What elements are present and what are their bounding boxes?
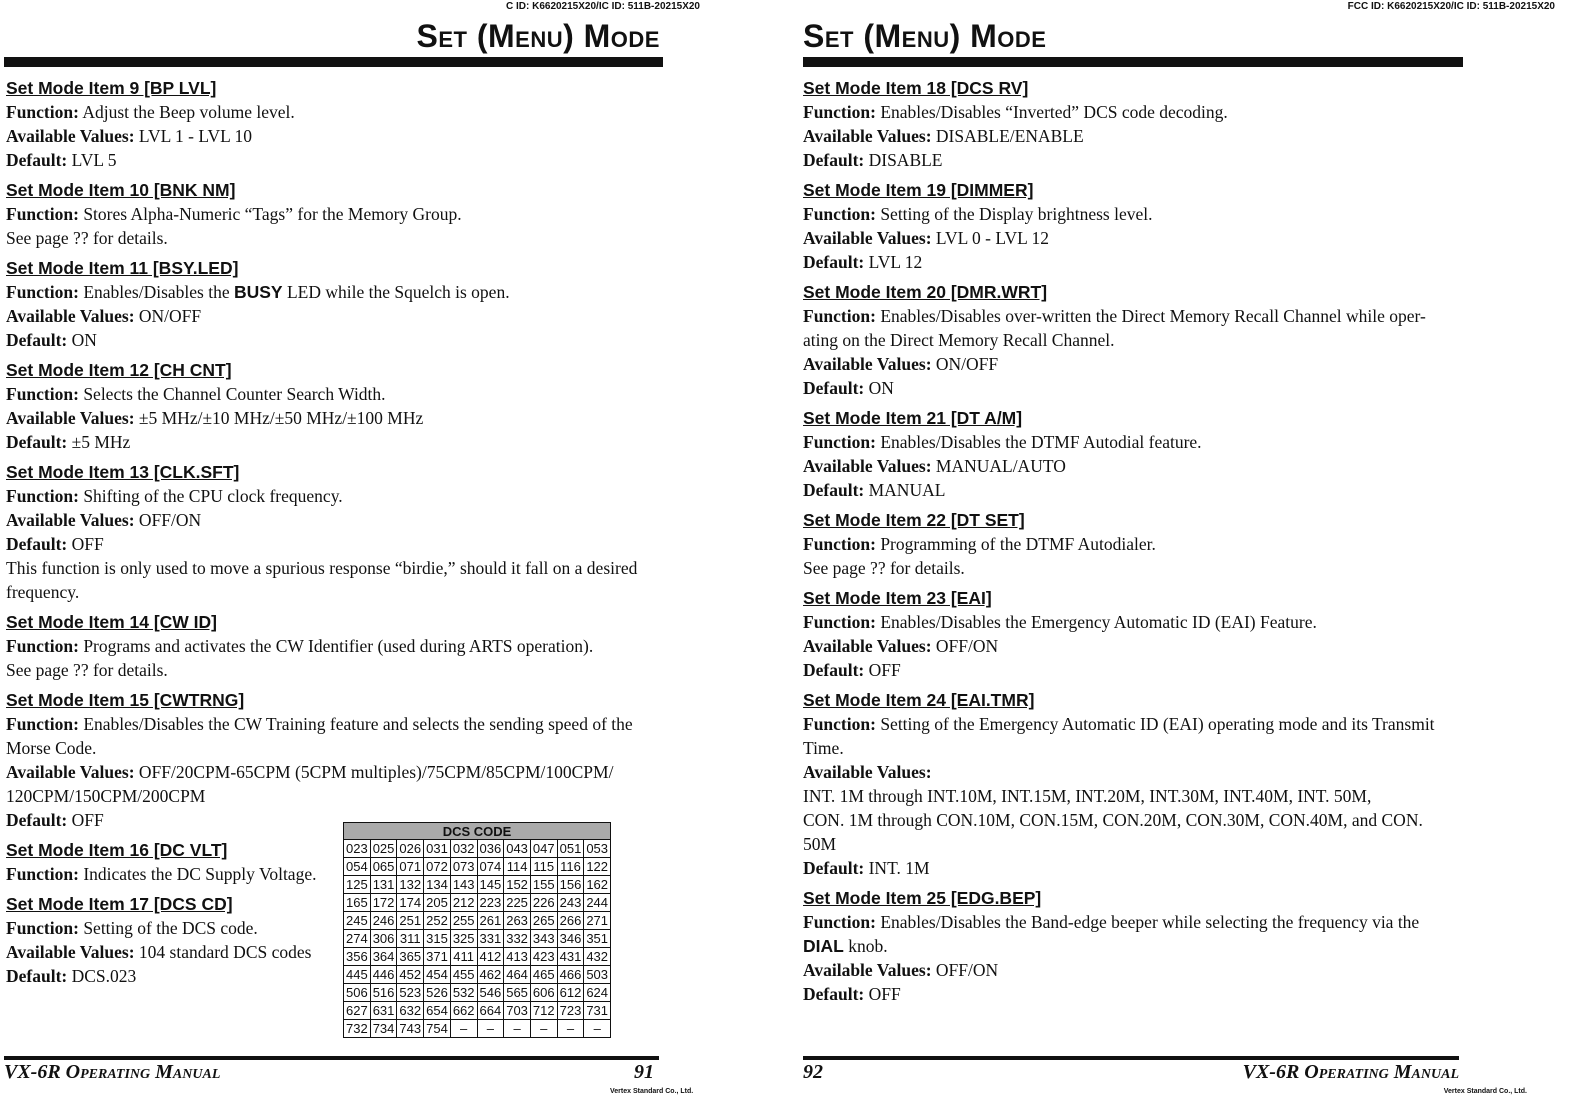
default-label: Default:	[803, 984, 865, 1004]
values-label: Available Values:	[6, 126, 135, 146]
dcs-cell: 612	[557, 984, 584, 1002]
note-text: See page ?? for details.	[803, 558, 965, 578]
item-title: Set Mode Item 9 [BP LVL]	[6, 78, 217, 98]
function-text: Enables/Disables the	[83, 282, 234, 302]
dcs-cell: 252	[424, 912, 451, 930]
dcs-cell: 071	[397, 858, 424, 876]
item-title: Set Mode Item 23 [EAI]	[803, 588, 992, 608]
dcs-cell: 311	[397, 930, 424, 948]
values-text: LVL 1 - LVL 10	[138, 126, 252, 146]
dcs-cell: 412	[477, 948, 504, 966]
function-label: Function:	[803, 102, 876, 122]
function-text: Enables/Disables over-written the Direct Memory Recall Channel while oper-	[880, 306, 1426, 326]
values-label: Available Values:	[6, 762, 135, 782]
dcs-cell: 114	[504, 858, 531, 876]
default-text: ±5 MHz	[71, 432, 131, 452]
set-item-22	[803, 508, 1463, 580]
values-label: Available Values:	[6, 510, 135, 530]
default-label: Default:	[6, 150, 68, 170]
dcs-table-header	[344, 823, 611, 840]
values-text: ON/OFF	[935, 354, 999, 374]
dcs-cell: 026	[397, 840, 424, 858]
dcs-cell: 072	[424, 858, 451, 876]
dcs-cell: 454	[424, 966, 451, 984]
set-item-18	[803, 76, 1463, 172]
function-text: Enables/Disables the CW Training feature and selects the sending speed of the	[83, 714, 633, 734]
dcs-cell: 155	[530, 876, 557, 894]
function-text: Selects the Channel Counter Search Width.	[83, 384, 386, 404]
item-title: Set Mode Item 24 [EAI.TMR]	[803, 690, 1035, 710]
header-rule	[803, 57, 1463, 67]
item-title: Set Mode Item 16 [DC VLT]	[6, 840, 228, 860]
default-text: OFF	[71, 534, 104, 554]
right-content	[803, 70, 1463, 1006]
dcs-cell: 065	[370, 858, 397, 876]
item-title: Set Mode Item 14 [CW ID]	[6, 612, 217, 632]
item-title: Set Mode Item 12 [CH CNT]	[6, 360, 232, 380]
dcs-cell: 246	[370, 912, 397, 930]
values-label: Available Values:	[803, 228, 932, 248]
dcs-cell: 423	[530, 948, 557, 966]
function-text: Programs and activates the CW Identifier (used during ARTS operation).	[83, 636, 594, 656]
dcs-cell: 074	[477, 858, 504, 876]
default-label: Default:	[6, 432, 68, 452]
set-item-25	[803, 886, 1463, 1006]
dcs-cell: 446	[370, 966, 397, 984]
dcs-cell: 251	[397, 912, 424, 930]
dcs-cell: 411	[450, 948, 477, 966]
vertex-credit: Vertex Standard Co., Ltd.	[610, 1088, 694, 1095]
values-label: Available Values:	[6, 942, 135, 962]
dcs-cell: 132	[397, 876, 424, 894]
values-text: OFF/ON	[935, 960, 999, 980]
dcs-row	[344, 966, 611, 984]
item-title: Set Mode Item 25 [EDG.BEP]	[803, 888, 1042, 908]
function-label: Function:	[803, 714, 876, 734]
dcs-cell: 131	[370, 876, 397, 894]
values-label: Available Values:	[6, 408, 135, 428]
default-text: MANUAL	[868, 480, 946, 500]
dcs-cell: 047	[530, 840, 557, 858]
dcs-cell: 265	[530, 912, 557, 930]
values-text: OFF/ON	[138, 510, 202, 530]
dcs-row	[344, 1002, 611, 1020]
function-text-cont: Morse Code.	[6, 738, 97, 758]
function-text: Programming of the DTMF Autodialer.	[880, 534, 1156, 554]
function-text-cont: ating on the Direct Memory Recall Channel.	[803, 330, 1115, 350]
dcs-row	[344, 840, 611, 858]
dcs-cell: 452	[397, 966, 424, 984]
default-text: OFF	[868, 660, 901, 680]
dcs-row	[344, 948, 611, 966]
function-label: Function:	[6, 918, 79, 938]
function-label: Function:	[803, 912, 876, 932]
page-number: 92	[803, 1061, 823, 1083]
page-number: 91	[634, 1061, 654, 1083]
header-rule	[4, 57, 663, 67]
dcs-cell: 225	[504, 894, 531, 912]
dcs-cell: 122	[584, 858, 611, 876]
default-label: Default:	[6, 330, 68, 350]
default-text: INT. 1M	[868, 858, 930, 878]
default-label: Default:	[803, 660, 865, 680]
dcs-cell: 271	[584, 912, 611, 930]
dcs-cell: 125	[344, 876, 371, 894]
dcs-cell: 226	[530, 894, 557, 912]
dcs-cell: 732	[344, 1020, 371, 1038]
dcs-cell: 036	[477, 840, 504, 858]
dcs-cell: 165	[344, 894, 371, 912]
default-label: Default:	[6, 966, 68, 986]
item-title: Set Mode Item 13 [CLK.SFT]	[6, 462, 240, 482]
function-text: Adjust the Beep volume level.	[82, 102, 295, 122]
dcs-cell: 332	[504, 930, 531, 948]
dcs-cell: 116	[557, 858, 584, 876]
values-text: DISABLE/ENABLE	[935, 126, 1084, 146]
dcs-cell: 351	[584, 930, 611, 948]
dcs-cell: 053	[584, 840, 611, 858]
dcs-cell: 315	[424, 930, 451, 948]
dcs-row	[344, 912, 611, 930]
default-text: OFF	[71, 810, 104, 830]
dcs-cell: 306	[370, 930, 397, 948]
set-item-20	[803, 280, 1463, 400]
function-text-end: knob.	[843, 936, 888, 956]
function-label: Function:	[6, 486, 79, 506]
values-text-cont: 50M	[803, 834, 837, 854]
item-title: Set Mode Item 11 [BSY.LED]	[6, 258, 239, 278]
left-page	[0, 0, 700, 1107]
dcs-cell: 465	[530, 966, 557, 984]
dcs-cell: 025	[370, 840, 397, 858]
dcs-cell: 606	[530, 984, 557, 1002]
dcs-cell: 532	[450, 984, 477, 1002]
dcs-row	[344, 984, 611, 1002]
values-text: INT. 1M through INT.10M, INT.15M, INT.20M, INT.30M, INT.40M, INT. 50M,	[803, 786, 1372, 806]
values-label: Available Values:	[803, 456, 932, 476]
values-label: Available Values:	[803, 636, 932, 656]
item-title: Set Mode Item 10 [BNK NM]	[6, 180, 236, 200]
dcs-cell: –	[477, 1020, 504, 1038]
set-item-9	[6, 76, 666, 172]
set-item-10	[6, 178, 666, 250]
page-header-title: Set (Menu) Mode	[416, 18, 660, 54]
dcs-cell: 145	[477, 876, 504, 894]
page-header-title: Set (Menu) Mode	[803, 18, 1047, 54]
item-title: Set Mode Item 20 [DMR.WRT]	[803, 282, 1048, 302]
default-text: DCS.023	[71, 966, 137, 986]
set-item-14	[6, 610, 666, 682]
dcs-cell: 073	[450, 858, 477, 876]
fcc-id: C ID: K6620215X20/IC ID: 511B-20215X20	[505, 1, 700, 12]
dcs-cell: 156	[557, 876, 584, 894]
set-item-21	[803, 406, 1463, 502]
dcs-cell: –	[584, 1020, 611, 1038]
dcs-cell: 054	[344, 858, 371, 876]
function-label: Function:	[803, 204, 876, 224]
dcs-cell: 431	[557, 948, 584, 966]
right-page	[795, 0, 1555, 1107]
values-label: Available Values:	[803, 126, 932, 146]
function-label: Function:	[803, 612, 876, 632]
dcs-cell: 731	[584, 1002, 611, 1020]
dcs-cell: 371	[424, 948, 451, 966]
dcs-cell: 662	[450, 1002, 477, 1020]
dcs-cell: 432	[584, 948, 611, 966]
dcs-row	[344, 930, 611, 948]
dcs-cell: 627	[344, 1002, 371, 1020]
dcs-cell: 365	[397, 948, 424, 966]
note-text: This function is only used to move a spurious response “birdie,” should it fall on a desired	[6, 558, 638, 578]
dcs-cell: 174	[397, 894, 424, 912]
set-item-13	[6, 460, 666, 604]
values-label: Available Values:	[803, 762, 932, 782]
values-text: 104 standard DCS codes	[138, 942, 312, 962]
item-title: Set Mode Item 15 [CWTRNG]	[6, 690, 245, 710]
dcs-cell: 466	[557, 966, 584, 984]
values-text-cont: 120CPM/150CPM/200CPM	[6, 786, 206, 806]
default-text: ON	[868, 378, 894, 398]
set-item-15	[6, 688, 666, 832]
default-label: Default:	[6, 810, 68, 830]
dcs-cell: 464	[504, 966, 531, 984]
dcs-cell: 734	[370, 1020, 397, 1038]
dcs-row	[344, 1020, 611, 1038]
dcs-cell: 331	[477, 930, 504, 948]
dcs-cell: 243	[557, 894, 584, 912]
dcs-cell: 455	[450, 966, 477, 984]
dcs-cell: 503	[584, 966, 611, 984]
function-text: Enables/Disables the DTMF Autodial feature.	[880, 432, 1202, 452]
dcs-cell: 172	[370, 894, 397, 912]
item-title: Set Mode Item 17 [DCS CD]	[6, 894, 233, 914]
default-label: Default:	[803, 480, 865, 500]
dcs-cell: 115	[530, 858, 557, 876]
dcs-cell: 445	[344, 966, 371, 984]
dcs-table-title: DCS CODE	[344, 823, 611, 840]
dcs-cell: 364	[370, 948, 397, 966]
default-text: LVL 5	[71, 150, 117, 170]
values-text: ON/OFF	[138, 306, 202, 326]
function-label: Function:	[6, 282, 79, 302]
default-label: Default:	[6, 534, 68, 554]
values-text: ±5 MHz/±10 MHz/±50 MHz/±100 MHz	[138, 408, 424, 428]
values-text: OFF/20CPM-65CPM (5CPM multiples)/75CPM/85CPM/100CPM/	[138, 762, 614, 782]
set-item-12	[6, 358, 666, 454]
dcs-cell: 266	[557, 912, 584, 930]
dcs-cell: 043	[504, 840, 531, 858]
dcs-cell: 526	[424, 984, 451, 1002]
function-text: Enables/Disables the Emergency Automatic ID (EAI) Feature.	[880, 612, 1317, 632]
function-label: Function:	[6, 636, 79, 656]
item-title: Set Mode Item 21 [DT A/M]	[803, 408, 1023, 428]
dcs-cell: 723	[557, 1002, 584, 1020]
vertex-credit: Vertex Standard Co., Ltd.	[1443, 1088, 1527, 1095]
note-text: See page ?? for details.	[6, 228, 168, 248]
dcs-cell: 051	[557, 840, 584, 858]
values-text: OFF/ON	[935, 636, 999, 656]
dcs-cell: 134	[424, 876, 451, 894]
default-label: Default:	[803, 150, 865, 170]
dcs-cell: 413	[504, 948, 531, 966]
note-text-cont: frequency.	[6, 582, 80, 602]
values-label: Available Values:	[803, 960, 932, 980]
function-label: Function:	[6, 714, 79, 734]
set-item-23	[803, 586, 1463, 682]
dcs-cell: 743	[397, 1020, 424, 1038]
dcs-cell: 212	[450, 894, 477, 912]
default-text: LVL 12	[868, 252, 923, 272]
busy-keyword: BUSY	[233, 282, 283, 302]
note-text: See page ?? for details.	[6, 660, 168, 680]
dcs-cell: 162	[584, 876, 611, 894]
dcs-cell: 546	[477, 984, 504, 1002]
item-title: Set Mode Item 22 [DT SET]	[803, 510, 1025, 530]
function-text: Setting of the DCS code.	[83, 918, 258, 938]
dcs-row	[344, 894, 611, 912]
item-title: Set Mode Item 19 [DIMMER]	[803, 180, 1034, 200]
function-text: Stores Alpha-Numeric “Tags” for the Memory Group.	[83, 204, 462, 224]
set-item-19	[803, 178, 1463, 274]
function-text-cont: Time.	[803, 738, 844, 758]
dcs-cell: 703	[504, 1002, 531, 1020]
dcs-cell: 654	[424, 1002, 451, 1020]
function-text: Shifting of the CPU clock frequency.	[83, 486, 343, 506]
dcs-cell: 516	[370, 984, 397, 1002]
footer-manual-title: VX-6R Operating Manual	[4, 1061, 221, 1083]
function-text: Setting of the Display brightness level.	[880, 204, 1153, 224]
dcs-cell: 223	[477, 894, 504, 912]
dcs-cell: 565	[504, 984, 531, 1002]
dcs-cell: 343	[530, 930, 557, 948]
default-label: Default:	[803, 252, 865, 272]
values-label: Available Values:	[6, 306, 135, 326]
default-text: DISABLE	[868, 150, 943, 170]
dcs-cell: 143	[450, 876, 477, 894]
dcs-cell: 031	[424, 840, 451, 858]
function-text: Enables/Disables “Inverted” DCS code decoding.	[880, 102, 1228, 122]
dcs-cell: 325	[450, 930, 477, 948]
dcs-cell: 152	[504, 876, 531, 894]
dcs-cell: 712	[530, 1002, 557, 1020]
function-label: Function:	[6, 204, 79, 224]
footer-rule	[803, 1056, 1459, 1060]
dcs-cell: 754	[424, 1020, 451, 1038]
dcs-cell: 462	[477, 966, 504, 984]
dcs-cell: –	[450, 1020, 477, 1038]
fcc-id: FCC ID: K6620215X20/IC ID: 511B-20215X20	[1347, 1, 1555, 12]
default-label: Default:	[803, 378, 865, 398]
dcs-row	[344, 876, 611, 894]
dcs-cell: 506	[344, 984, 371, 1002]
function-text: Enables/Disables the Band-edge beeper while selecting the frequency via the	[880, 912, 1420, 932]
set-item-24	[803, 688, 1463, 880]
values-text: LVL 0 - LVL 12	[935, 228, 1049, 248]
function-label: Function:	[6, 102, 79, 122]
function-text-end: LED while the Squelch is open.	[282, 282, 510, 302]
values-text: MANUAL/AUTO	[935, 456, 1066, 476]
function-label: Function:	[803, 432, 876, 452]
dcs-cell: 244	[584, 894, 611, 912]
dcs-cell: 664	[477, 1002, 504, 1020]
default-text: ON	[71, 330, 97, 350]
function-label: Function:	[6, 864, 79, 884]
dcs-cell: 346	[557, 930, 584, 948]
dcs-cell: –	[504, 1020, 531, 1038]
dcs-cell: –	[557, 1020, 584, 1038]
values-text-cont: CON. 1M through CON.10M, CON.15M, CON.20M, CON.30M, CON.40M, and CON.	[803, 810, 1423, 830]
default-text: OFF	[868, 984, 901, 1004]
dcs-cell: 032	[450, 840, 477, 858]
item-title: Set Mode Item 18 [DCS RV]	[803, 78, 1029, 98]
function-text: Setting of the Emergency Automatic ID (EAI) operating mode and its Transmit	[880, 714, 1435, 734]
dcs-cell: 624	[584, 984, 611, 1002]
dcs-cell: –	[530, 1020, 557, 1038]
dcs-code-table	[343, 822, 611, 1038]
function-text: Indicates the DC Supply Voltage.	[83, 864, 317, 884]
dcs-cell: 023	[344, 840, 371, 858]
dcs-cell: 632	[397, 1002, 424, 1020]
default-label: Default:	[803, 858, 865, 878]
dial-keyword: DIAL	[803, 936, 844, 956]
dcs-cell: 274	[344, 930, 371, 948]
dcs-cell: 245	[344, 912, 371, 930]
footer-rule	[4, 1056, 659, 1060]
function-label: Function:	[803, 534, 876, 554]
dcs-cell: 356	[344, 948, 371, 966]
dcs-cell: 205	[424, 894, 451, 912]
dcs-row	[344, 858, 611, 876]
footer-manual-title: VX-6R Operating Manual	[1242, 1061, 1459, 1083]
dcs-cell: 523	[397, 984, 424, 1002]
function-label: Function:	[6, 384, 79, 404]
values-label: Available Values:	[803, 354, 932, 374]
dcs-cell: 255	[450, 912, 477, 930]
set-item-11	[6, 256, 666, 352]
dcs-cell: 263	[504, 912, 531, 930]
function-label: Function:	[803, 306, 876, 326]
dcs-cell: 261	[477, 912, 504, 930]
dcs-cell: 631	[370, 1002, 397, 1020]
